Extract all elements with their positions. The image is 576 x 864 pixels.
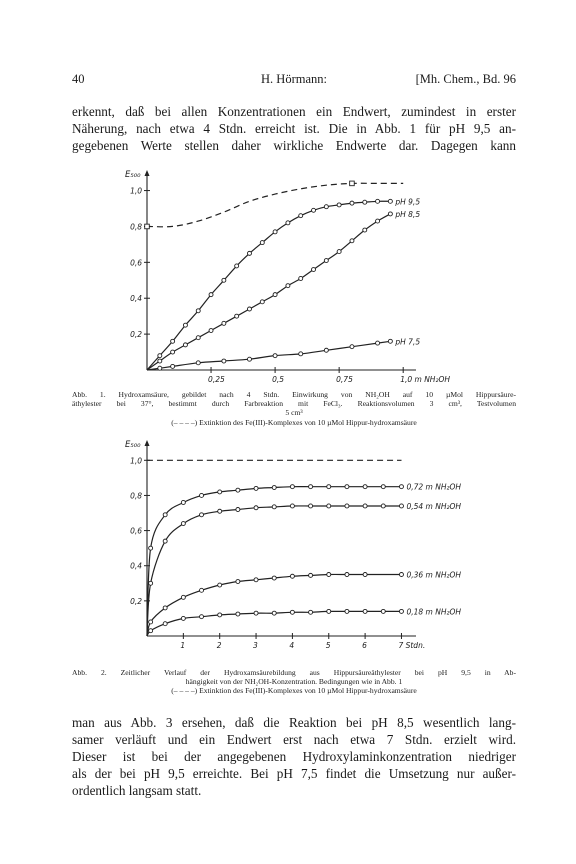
data-point — [149, 629, 153, 633]
series-line — [147, 574, 402, 636]
text-line: ordentlich langsam statt. — [72, 783, 202, 798]
caption-line: Abb. 1. Hydroxamsäure, gebildet nach 4 Stdn. Einwirkung von NH₂OH auf 10 µMol Hippursäure- — [72, 390, 516, 399]
text-line: Näherung, nach etwa 4 Stdn. erreicht ist. Die in Abb. 1 für pH 9,5 an- — [72, 121, 516, 136]
series-label: 0,36 m NH₂OH — [406, 570, 462, 580]
data-point — [345, 485, 349, 489]
data-point — [272, 611, 276, 615]
data-point — [218, 613, 222, 617]
series-label: 0,54 m NH₂OH — [406, 501, 462, 511]
caption-line: 5 cm³ — [285, 408, 303, 418]
x-tick-label: 4 — [289, 641, 295, 650]
data-point — [254, 578, 258, 582]
text-line: als der bei pH 9,5 erreichte. Bei pH 7,5 findet die Umsetzung nur außer- — [72, 766, 516, 781]
text-line: man aus Abb. 3 ersehen, daß die Reaktion bei pH 8,5 wesentlich lang- — [72, 715, 516, 730]
data-point — [181, 522, 185, 526]
y-axis-label: E₅₀₀ — [125, 170, 141, 180]
data-point — [163, 622, 167, 626]
series-label: 0,18 m NH₂OH — [406, 607, 462, 617]
data-point — [218, 509, 222, 513]
journal-reference: [Mh. Chem., Bd. 96 — [415, 72, 516, 86]
page-number: 40 — [72, 72, 85, 86]
x-tick-label: 6 — [362, 641, 367, 650]
caption-line: (– – – –) Extinktion des Fe(III)-Komplexes von 10 µMol Hippur-hydroxamsäure — [171, 686, 417, 696]
data-point — [149, 581, 153, 585]
data-point — [149, 546, 153, 550]
data-point — [399, 573, 403, 577]
data-point — [181, 595, 185, 599]
data-point — [309, 485, 313, 489]
data-point — [399, 504, 403, 508]
data-point — [272, 486, 276, 490]
author-name: H. Hörmann: — [261, 72, 327, 86]
y-tick-label: 0,4 — [130, 294, 142, 304]
data-point — [327, 609, 331, 613]
data-point — [181, 500, 185, 504]
x-tick-label: 5 — [325, 641, 331, 650]
paragraph-bottom — [72, 714, 516, 799]
x-tick-label: 1,0 m NH₂OH — [400, 375, 451, 384]
y-tick-label: 0,2 — [130, 330, 142, 340]
data-point — [290, 485, 294, 489]
data-point — [254, 611, 258, 615]
x-tick-label: 0,25 — [208, 375, 225, 384]
data-point — [218, 490, 222, 494]
caption-line: äthylester bei 37°, bestimmt durch Farbreaktion mit FeCl₃. Reaktionsvolumen 3 cm³, Testvolumen — [72, 399, 516, 409]
data-point — [163, 539, 167, 543]
data-point — [200, 493, 204, 497]
data-point — [272, 576, 276, 580]
data-point — [309, 610, 313, 614]
data-point — [345, 609, 349, 613]
data-point — [290, 504, 294, 508]
data-point — [309, 573, 313, 577]
series-label: pH 7,5 — [395, 337, 421, 347]
data-point — [290, 610, 294, 614]
text-line: Dieser ist bei der angegebenen Hydroxylaminkonzentration niedriger — [72, 749, 516, 764]
data-point — [363, 485, 367, 489]
data-point — [399, 485, 403, 489]
caption-line: hängigkeit von der NH₂OH-Konzentration. Bedingungen wie in Abb. 1 — [185, 677, 403, 687]
data-point — [163, 513, 167, 517]
series-label: pH 8,5 — [395, 209, 421, 219]
data-point — [381, 485, 385, 489]
series-label: pH 9,5 — [395, 197, 421, 207]
data-point — [327, 485, 331, 489]
data-point — [363, 504, 367, 508]
data-point — [149, 620, 153, 624]
text-line: erkennt, daß bei allen Konzentrationen ein Endwert, zumindest in erster — [72, 104, 516, 119]
data-point — [363, 573, 367, 577]
data-point — [345, 504, 349, 508]
data-point — [399, 609, 403, 613]
y-tick-label: 0,2 — [130, 596, 142, 606]
text-line: samer verläuft und ein Endwert erst nach etwa 7 Stdn. erzielt wird. — [72, 732, 516, 747]
y-tick-label: 0,8 — [130, 222, 142, 232]
data-point — [236, 612, 240, 616]
data-point — [236, 580, 240, 584]
x-tick-label: 1 — [180, 641, 186, 650]
y-axis-arrow — [145, 440, 150, 446]
series-label: 0,72 m NH₂OH — [406, 482, 462, 492]
x-tick-label: 0,5 — [272, 375, 285, 384]
x-tick-label: 2 — [216, 641, 222, 650]
data-point — [163, 606, 167, 610]
data-point — [363, 609, 367, 613]
data-point — [327, 504, 331, 508]
x-tick-label: 0,75 — [336, 375, 353, 384]
data-point — [254, 486, 258, 490]
y-tick-label: 0,4 — [130, 561, 142, 571]
x-tick-label: 3 — [253, 641, 258, 650]
data-point — [200, 513, 204, 517]
caption-line: (– – – –) Extinktion des Fe(III)-Komplexes von 10 µMol Hippur-hydroxamsäure — [171, 417, 417, 427]
data-point — [327, 573, 331, 577]
text-line: gegebenen Werte stellen daher wirkliche Endwerte dar. Dagegen kann — [72, 138, 516, 153]
data-point — [381, 504, 385, 508]
figure-2-caption — [72, 668, 516, 696]
y-axis-label: E₅₀₀ — [125, 440, 141, 450]
data-point — [254, 506, 258, 510]
data-point — [381, 609, 385, 613]
data-point — [200, 615, 204, 619]
y-tick-label: 0,8 — [130, 491, 142, 501]
data-point — [218, 583, 222, 587]
data-point — [236, 488, 240, 492]
data-point — [309, 504, 313, 508]
caption-line: Abb. 2. Zeitlicher Verlauf der Hydroxamsäurebildung aus Hippursäureäthylester bei pH 9,5 in Ab- — [72, 668, 516, 677]
data-point — [272, 505, 276, 509]
data-point — [345, 573, 349, 577]
data-point — [181, 616, 185, 620]
x-tick-label: 7 Stdn. — [398, 641, 426, 650]
data-point — [290, 574, 294, 578]
y-tick-label: 1,0 — [130, 456, 142, 466]
data-point — [200, 588, 204, 592]
y-tick-label: 1,0 — [130, 186, 142, 196]
data-point — [236, 507, 240, 511]
y-tick-label: 0,6 — [130, 258, 142, 268]
series-line — [147, 506, 402, 636]
y-tick-label: 0,6 — [130, 526, 142, 536]
